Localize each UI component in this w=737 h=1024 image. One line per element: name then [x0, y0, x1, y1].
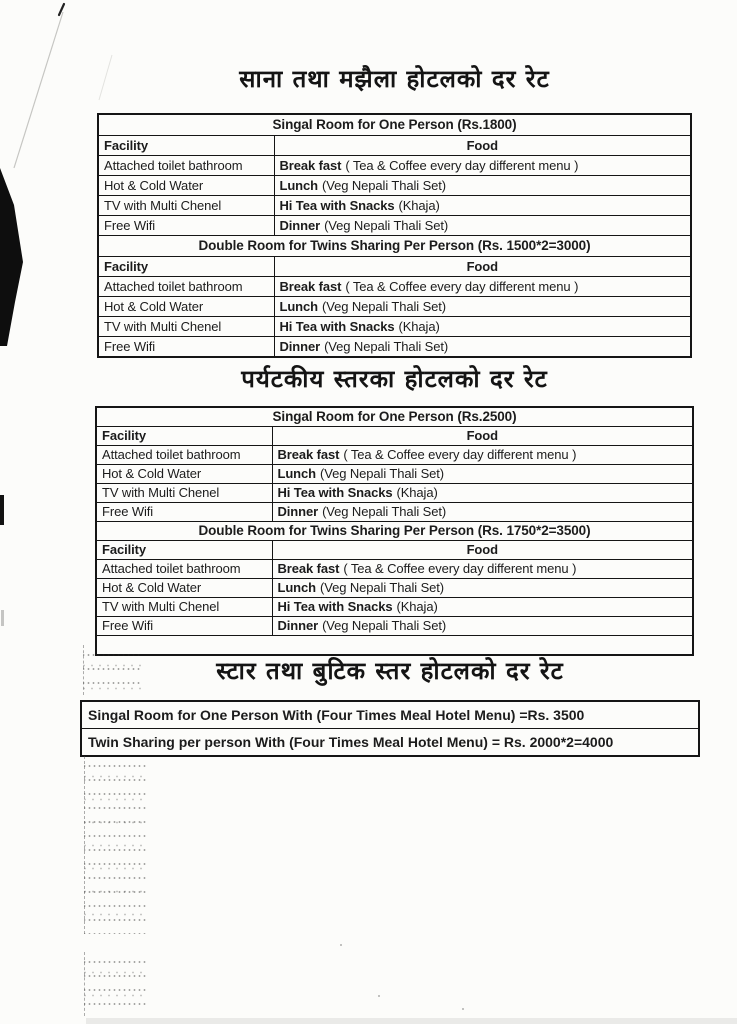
facility-cell: TV with Multi Chenel [98, 196, 274, 216]
food-column-header: Food [272, 541, 693, 560]
facility-cell: Hot & Cold Water [98, 176, 274, 196]
section-heading-tourist-hotels: पर्यटकीय स्तरका होटलको दर रेट [241, 364, 548, 393]
table-row [96, 579, 693, 598]
food-cell: Lunch (Veg Nepali Thali Set) [274, 176, 691, 196]
scan-scratch [14, 12, 63, 168]
facility-cell: Free Wifi [98, 337, 274, 358]
scanner-edge-shadow [86, 1018, 737, 1024]
facility-cell: TV with Multi Chenel [96, 484, 272, 503]
empty-table-row [96, 636, 693, 656]
food-cell: Hi Tea with Snacks (Khaja) [272, 484, 693, 503]
double-room-title: Double Room for Twins Sharing Per Person (Rs. 1500*2=3000) [98, 236, 691, 257]
single-room-rate-row: Singal Room for One Person With (Four Times Meal Hotel Menu) =Rs. 3500 [81, 701, 699, 729]
scan-ghost-noise [84, 952, 147, 1016]
food-cell: Hi Tea with Snacks (Khaja) [272, 598, 693, 617]
table-row [98, 156, 691, 176]
food-column-header: Food [274, 136, 691, 156]
table-row [96, 465, 693, 484]
food-cell: Lunch (Veg Nepali Thali Set) [272, 579, 693, 598]
table-row [98, 317, 691, 337]
table-row [98, 216, 691, 236]
double-room-title: Double Room for Twins Sharing Per Person (Rs. 1750*2=3500) [96, 522, 693, 541]
facility-cell: Hot & Cold Water [96, 579, 272, 598]
facility-cell: Free Wifi [96, 617, 272, 636]
facility-cell: Free Wifi [96, 503, 272, 522]
scan-edge-dash-faint [1, 610, 4, 626]
scan-speck [378, 995, 380, 997]
table-row [98, 297, 691, 317]
facility-column-header: Facility [98, 136, 274, 156]
table-row [81, 701, 699, 729]
single-room-title: Singal Room for One Person (Rs.2500) [96, 407, 693, 427]
table-row [96, 617, 693, 636]
facility-cell: Free Wifi [98, 216, 274, 236]
scan-blotch [0, 168, 23, 346]
table-row [98, 337, 691, 358]
table-row [96, 484, 693, 503]
food-cell: Lunch (Veg Nepali Thali Set) [272, 465, 693, 484]
facility-cell: Attached toilet bathroom [96, 446, 272, 465]
food-column-header: Food [274, 257, 691, 277]
facility-cell: Attached toilet bathroom [98, 156, 274, 176]
rate-table-small-medium [97, 113, 692, 358]
food-cell: Dinner (Veg Nepali Thali Set) [272, 503, 693, 522]
facility-cell: Attached toilet bathroom [98, 277, 274, 297]
food-cell: Break fast ( Tea & Coffee every day different menu ) [272, 560, 693, 579]
scan-edge-dash [0, 495, 4, 525]
table-row [96, 446, 693, 465]
rate-table-tourist [95, 406, 694, 656]
facility-column-header: Facility [96, 541, 272, 560]
table-row [98, 196, 691, 216]
twin-sharing-rate-row: Twin Sharing per person With (Four Times Meal Hotel Menu) = Rs. 2000*2=4000 [81, 729, 699, 757]
table-row [96, 598, 693, 617]
section-heading-star-boutique-hotels: स्टार तथा बुटिक स्तर होटलको दर रेट [216, 656, 564, 685]
food-cell: Break fast ( Tea & Coffee every day different menu ) [272, 446, 693, 465]
scan-speck [340, 944, 342, 946]
facility-cell: TV with Multi Chenel [96, 598, 272, 617]
scan-speck [462, 1008, 464, 1010]
food-cell: Lunch (Veg Nepali Thali Set) [274, 297, 691, 317]
table-row [96, 560, 693, 579]
food-cell: Hi Tea with Snacks (Khaja) [274, 196, 691, 216]
food-cell: Dinner (Veg Nepali Thali Set) [274, 216, 691, 236]
scan-tick-mark [59, 4, 64, 15]
facility-cell: Attached toilet bathroom [96, 560, 272, 579]
scan-ghost-noise [84, 756, 147, 934]
facility-column-header: Facility [96, 427, 272, 446]
facility-cell: TV with Multi Chenel [98, 317, 274, 337]
food-cell: Break fast ( Tea & Coffee every day different menu ) [274, 277, 691, 297]
food-cell: Hi Tea with Snacks (Khaja) [274, 317, 691, 337]
section-heading-small-medium-hotels: साना तथा मझैला होटलको दर रेट [239, 64, 550, 93]
table-row [96, 503, 693, 522]
food-column-header: Food [272, 427, 693, 446]
table-row [81, 729, 699, 757]
facility-cell: Hot & Cold Water [98, 297, 274, 317]
table-row [98, 176, 691, 196]
single-room-title: Singal Room for One Person (Rs.1800) [98, 114, 691, 136]
facility-column-header: Facility [98, 257, 274, 277]
food-cell: Break fast ( Tea & Coffee every day different menu ) [274, 156, 691, 176]
table-row [98, 277, 691, 297]
facility-cell: Hot & Cold Water [96, 465, 272, 484]
food-cell: Dinner (Veg Nepali Thali Set) [272, 617, 693, 636]
rate-table-star-boutique [80, 700, 700, 757]
food-cell: Dinner (Veg Nepali Thali Set) [274, 337, 691, 358]
